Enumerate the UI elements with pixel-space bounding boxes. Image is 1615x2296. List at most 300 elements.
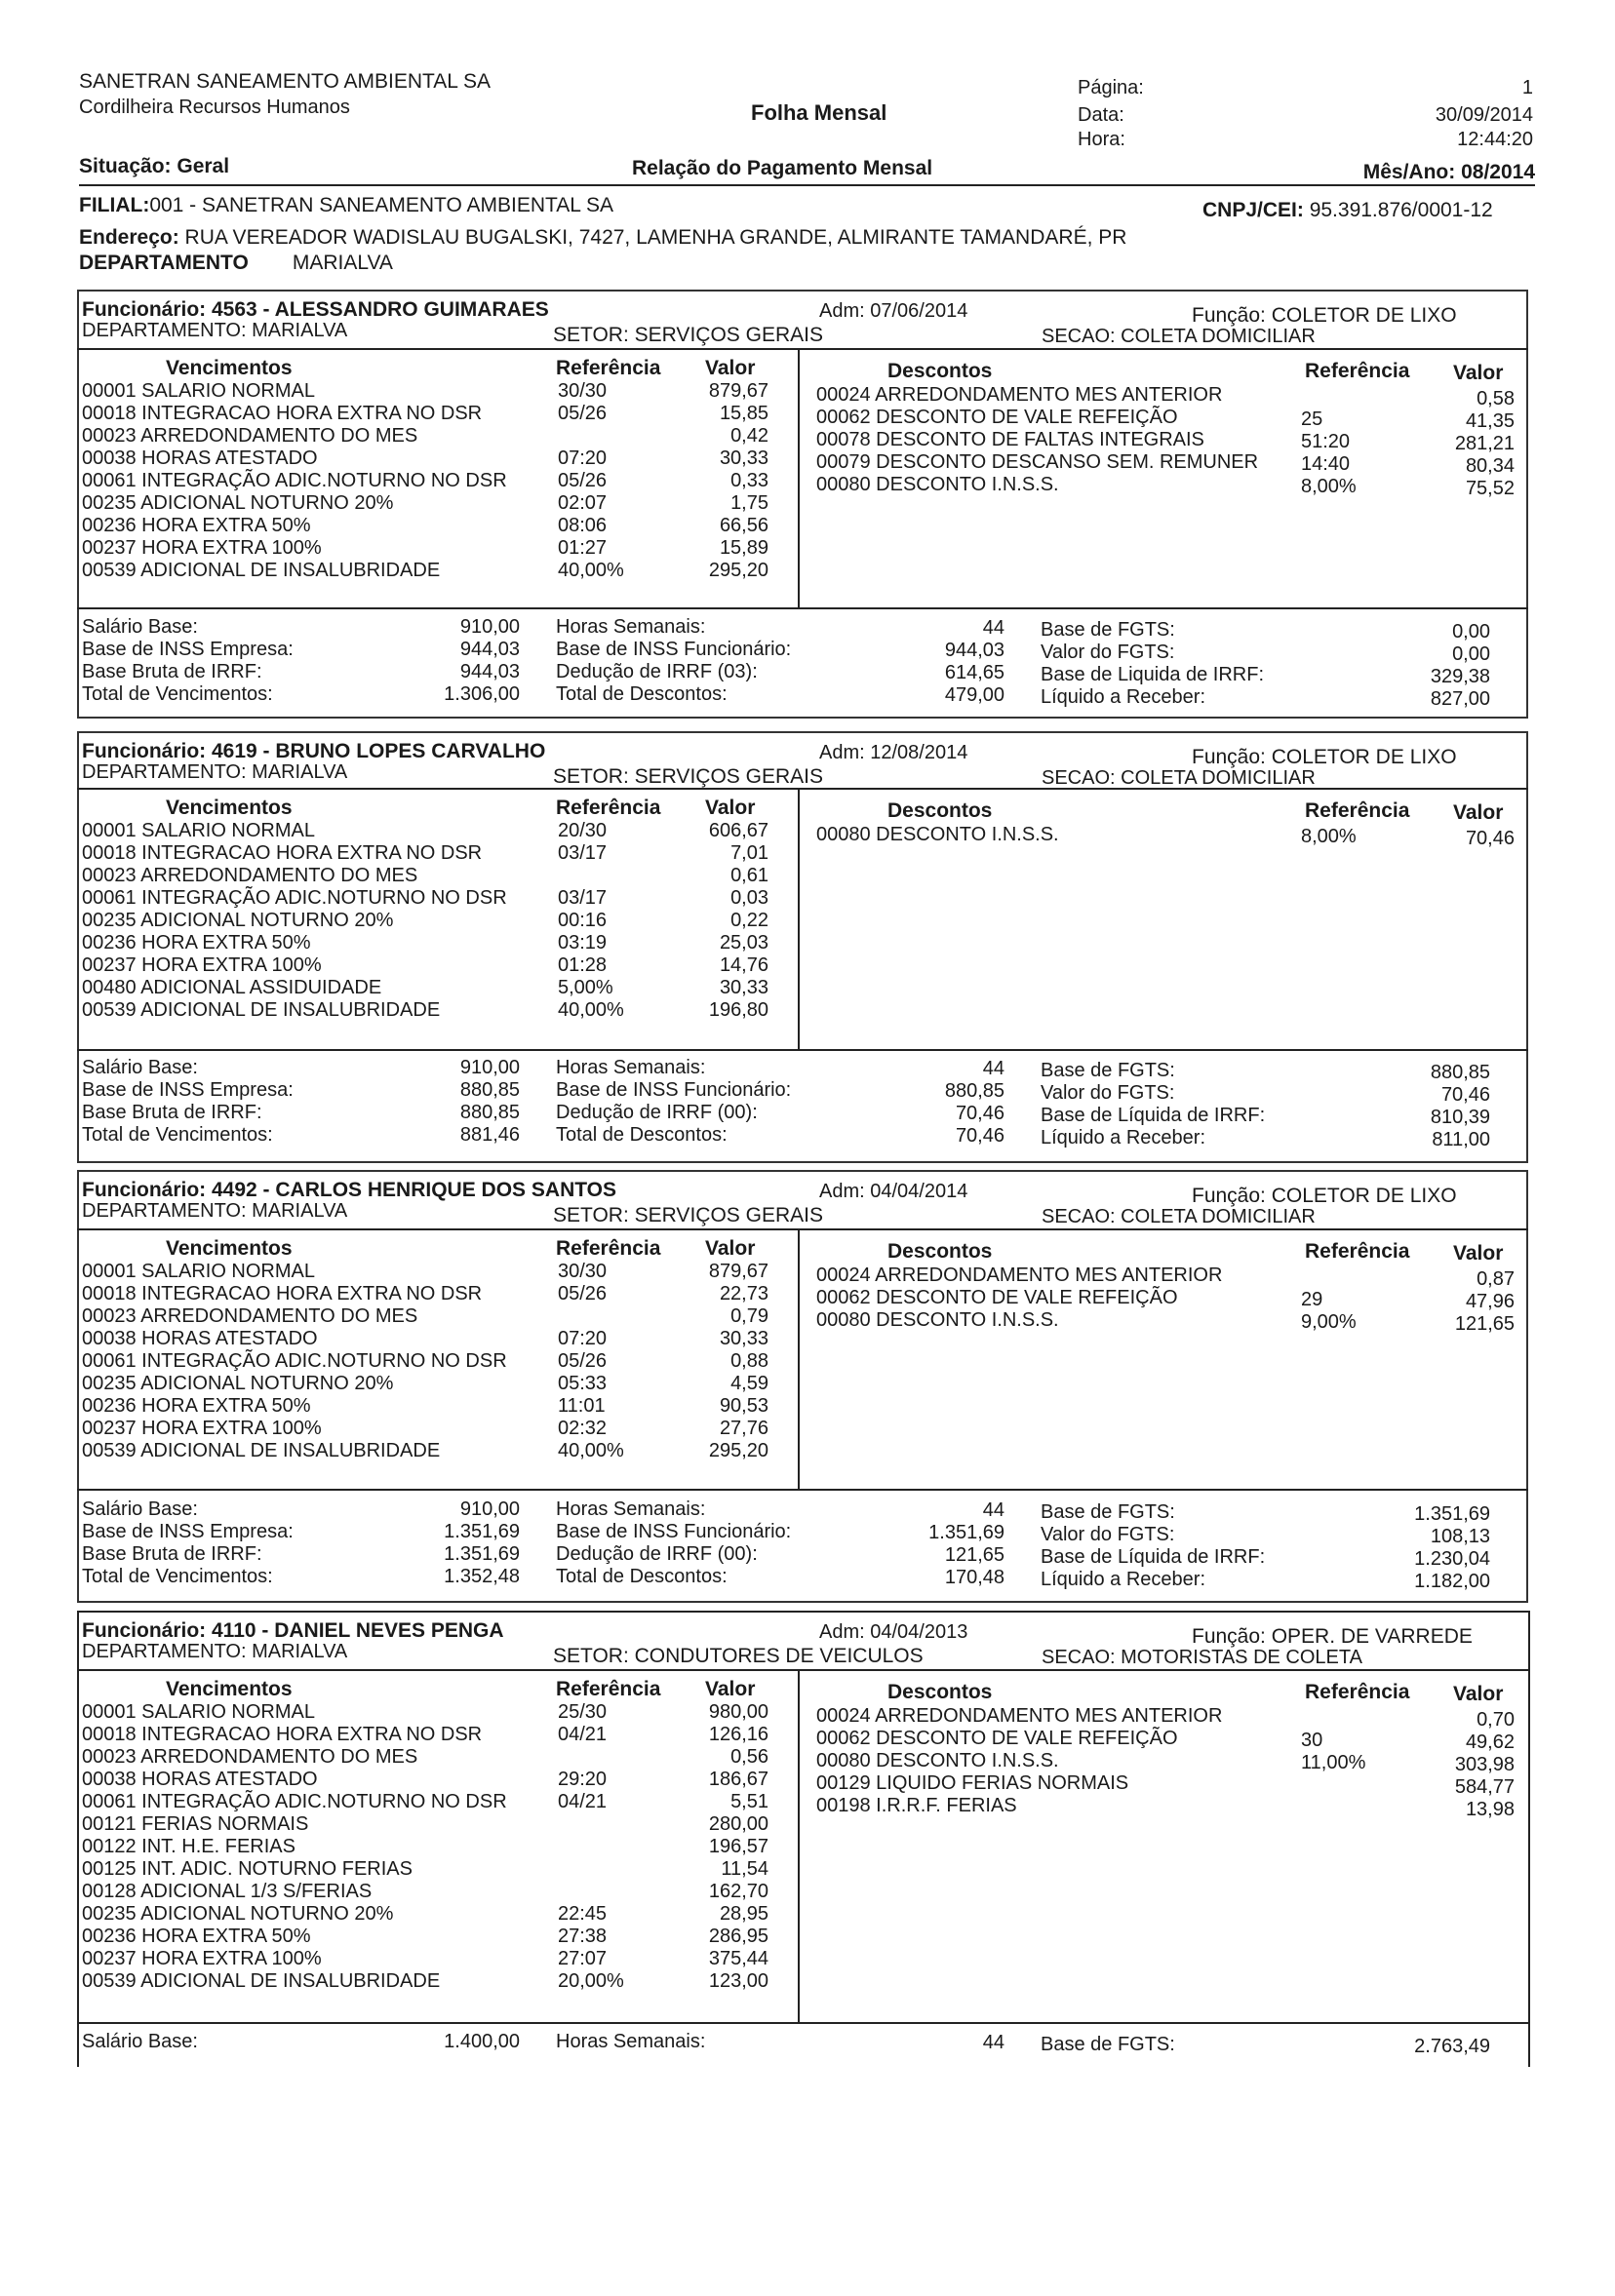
vencimento-ref: 27:07: [558, 1948, 608, 1969]
report-title: Folha Mensal: [751, 100, 887, 125]
vencimento-value: 123,00: [708, 1970, 768, 1992]
desc-valor-header: Valor: [1453, 1683, 1504, 1705]
desconto-value-column: [1404, 1268, 1515, 1336]
vencimento-value: 15,85: [719, 403, 768, 424]
vencimento-desc: 00018 INTEGRACAO HORA EXTRA NO DSR: [82, 842, 483, 864]
summary-value: 880,85: [944, 1080, 1004, 1102]
vencimento-ref: 40,00%: [558, 999, 624, 1021]
summary-value: 1.230,04: [1414, 1548, 1490, 1570]
vencimento-ref: 20,00%: [558, 1970, 624, 1992]
summary-label: Base Bruta de IRRF:: [82, 1543, 262, 1565]
vencimento-desc: 00236 HORA EXTRA 50%: [82, 1395, 311, 1417]
vencimento-ref: 01:27: [558, 537, 608, 559]
vencimentos-header: Vencimentos: [166, 797, 293, 819]
desc-valor-header: Valor: [1453, 362, 1504, 384]
employee-sector: SETOR: SERVIÇOS GERAIS: [553, 765, 823, 788]
desconto-value: 584,77: [1454, 1776, 1515, 1798]
vencimento-value: 0,22: [730, 910, 768, 931]
desconto-ref-column: [1301, 386, 1398, 498]
employee-box-left: [77, 1611, 79, 2067]
vencimento-value-column: [663, 820, 768, 1022]
vencimento-value: 0,33: [730, 470, 768, 491]
summary-value: 811,00: [1432, 1129, 1490, 1150]
vencimento-ref: 05/26: [558, 1283, 608, 1304]
vencimento-desc: 00128 ADICIONAL 1/3 S/FERIAS: [82, 1881, 373, 1902]
valor-header: Valor: [705, 797, 756, 819]
desconto-desc-column: [816, 824, 1284, 846]
employee-section: SECAO: COLETA DOMICILIAR: [1042, 767, 1316, 789]
column-separator: [798, 1228, 800, 1489]
summary-label: Base de INSS Empresa:: [82, 639, 294, 660]
summary-value: 2.763,49: [1414, 2036, 1490, 2057]
summary-label: Base de INSS Funcionário:: [556, 639, 792, 660]
vencimento-ref: 25/30: [558, 1701, 608, 1723]
vencimento-desc: 00237 HORA EXTRA 100%: [82, 954, 322, 976]
employee-box-top: [77, 1611, 1528, 1613]
report-date: 30/09/2014: [1435, 104, 1533, 126]
desconto-value: 303,98: [1454, 1754, 1515, 1775]
employee-section: SECAO: MOTORISTAS DE COLETA: [1042, 1647, 1362, 1668]
desconto-value-column: [1404, 388, 1515, 500]
desconto-ref-column: [1301, 826, 1398, 848]
vencimento-value: 295,20: [708, 560, 768, 581]
desconto-value: 49,62: [1465, 1732, 1515, 1753]
summary-label: Base de INSS Empresa:: [82, 1079, 294, 1101]
summary-value: 1.400,00: [444, 2031, 520, 2052]
vencimento-desc: 00061 INTEGRAÇÃO ADIC.NOTURNO NO DSR: [82, 1350, 507, 1372]
referencia-header: Referência: [556, 1678, 661, 1700]
vencimento-ref: [558, 1858, 665, 1881]
summary-label: Base Bruta de IRRF:: [82, 661, 262, 682]
descontos-header: Descontos: [887, 799, 993, 822]
vencimento-desc: 00001 SALARIO NORMAL: [82, 1701, 315, 1723]
summary-value: 910,00: [459, 616, 520, 638]
vencimento-desc: 00539 ADICIONAL DE INSALUBRIDADE: [82, 1970, 441, 1992]
summary-label: Salário Base:: [82, 2031, 198, 2052]
vencimento-desc: 00061 INTEGRAÇÃO ADIC.NOTURNO NO DSR: [82, 470, 507, 491]
vencimento-value: 30,33: [719, 448, 768, 469]
summary-label: Líquido a Receber:: [1041, 1127, 1206, 1148]
summary-label: Valor do FGTS:: [1041, 1082, 1175, 1104]
desc-referencia-header: Referência: [1305, 799, 1410, 822]
desconto-ref: 8,00%: [1301, 826, 1357, 847]
vencimento-ref: [558, 1813, 665, 1836]
desconto-desc: 00080 DESCONTO I.N.S.S.: [816, 824, 1059, 845]
vencimento-desc: 00539 ADICIONAL DE INSALUBRIDADE: [82, 560, 441, 581]
summary-label: Base de FGTS:: [1041, 1501, 1175, 1523]
vencimento-desc: 00125 INT. ADIC. NOTURNO FERIAS: [82, 1858, 413, 1880]
vencimento-value: 0,61: [730, 865, 768, 886]
vencimento-value: 196,80: [708, 999, 768, 1021]
vencimento-value: 0,42: [730, 425, 768, 447]
vencimentos-header: Vencimentos: [166, 1237, 293, 1260]
page-number: 1: [1521, 77, 1533, 98]
desconto-ref: [1301, 1266, 1398, 1289]
summary-value: 170,48: [944, 1567, 1004, 1588]
employee-function: Função: OPER. DE VARREDE: [1192, 1625, 1473, 1648]
summary-label: Horas Semanais:: [556, 1498, 706, 1520]
descontos-header: Descontos: [887, 360, 993, 382]
vencimento-desc: 00237 HORA EXTRA 100%: [82, 1948, 322, 1969]
desc-valor-header: Valor: [1453, 1242, 1504, 1265]
vencimento-desc: 00023 ARREDONDAMENTO DO MES: [82, 865, 418, 886]
vencimento-desc: 00236 HORA EXTRA 50%: [82, 515, 311, 536]
vencimento-ref: 03:19: [558, 932, 608, 953]
vencimento-ref: 40,00%: [558, 560, 624, 581]
admission-date: Adm: 12/08/2014: [819, 742, 968, 763]
vencimento-desc: 00236 HORA EXTRA 50%: [82, 1926, 311, 1947]
summary-value: 70,46: [1440, 1084, 1490, 1106]
summary-divider: [77, 1049, 1528, 1051]
descontos-header: Descontos: [887, 1681, 993, 1703]
employee-function: Função: COLETOR DE LIXO: [1192, 746, 1457, 768]
vencimento-desc: 00235 ADICIONAL NOTURNO 20%: [82, 1903, 394, 1925]
desconto-value: 70,46: [1465, 828, 1515, 849]
admission-date: Adm: 07/06/2014: [819, 300, 968, 322]
vencimento-ref-column: [558, 820, 665, 1022]
summary-label: Base de INSS Funcionário:: [556, 1521, 792, 1542]
system-name: Cordilheira Recursos Humanos: [79, 97, 350, 118]
desconto-desc: 00080 DESCONTO I.N.S.S.: [816, 1309, 1059, 1331]
valor-header: Valor: [705, 1237, 756, 1260]
desconto-desc: 00129 LIQUIDO FERIAS NORMAIS: [816, 1772, 1129, 1794]
employee-department: DEPARTAMENTO: MARIALVA: [82, 1641, 348, 1662]
vencimento-value: 27,76: [719, 1418, 768, 1439]
summary-label: Dedução de IRRF (03):: [556, 661, 758, 682]
summary-value: 1.351,69: [444, 1543, 520, 1565]
vencimento-ref: [558, 1305, 665, 1328]
desconto-value: 0,58: [1477, 388, 1515, 409]
vencimento-value: 879,67: [708, 1261, 768, 1282]
vencimento-desc: 00038 HORAS ATESTADO: [82, 1328, 318, 1349]
desconto-ref: [1301, 1774, 1398, 1797]
vencimento-ref: 05/26: [558, 403, 608, 424]
vencimento-value: 5,51: [730, 1791, 768, 1812]
summary-value: 944,03: [944, 640, 1004, 661]
vencimento-ref-column: [558, 1261, 665, 1462]
summary-label: Salário Base:: [82, 1498, 198, 1520]
employee-sector: SETOR: SERVIÇOS GERAIS: [553, 324, 823, 346]
summary-label: Total de Vencimentos:: [82, 1566, 273, 1587]
company-name: SANETRAN SANEAMENTO AMBIENTAL SA: [79, 70, 492, 93]
valor-header: Valor: [705, 1678, 756, 1700]
summary-value: 44: [982, 2032, 1004, 2053]
vencimento-value: 90,53: [719, 1395, 768, 1417]
desconto-ref: [1301, 1707, 1398, 1730]
vencimento-desc: 00235 ADICIONAL NOTURNO 20%: [82, 1373, 394, 1394]
summary-value: 0,00: [1452, 643, 1490, 665]
summary-label: Base de FGTS:: [1041, 619, 1175, 641]
desconto-desc: 00024 ARREDONDAMENTO MES ANTERIOR: [816, 1265, 1223, 1286]
vencimento-value: 879,67: [708, 380, 768, 402]
vencimento-value: 186,67: [708, 1769, 768, 1790]
desconto-desc: 00024 ARREDONDAMENTO MES ANTERIOR: [816, 1705, 1223, 1727]
desconto-value-column: [1404, 828, 1515, 850]
vencimento-ref: 11:01: [558, 1395, 606, 1417]
vencimento-value-column: [663, 1261, 768, 1462]
summary-value: 44: [982, 1058, 1004, 1079]
summary-label: Horas Semanais:: [556, 2031, 706, 2052]
desconto-desc-column: [816, 1265, 1284, 1332]
vencimento-ref: 30/30: [558, 380, 608, 402]
vencimento-desc: 00018 INTEGRACAO HORA EXTRA NO DSR: [82, 1724, 483, 1745]
desconto-ref: 25: [1301, 409, 1323, 430]
vencimento-value: 0,79: [730, 1305, 768, 1327]
employee-header-divider: [77, 348, 1528, 350]
summary-value: 881,46: [459, 1124, 520, 1146]
summary-divider: [77, 2022, 1528, 2024]
employee-section: SECAO: COLETA DOMICILIAR: [1042, 326, 1316, 347]
vencimento-ref: 05/26: [558, 470, 608, 491]
summary-value: 1.351,69: [1414, 1503, 1490, 1525]
vencimento-value: 286,95: [708, 1926, 768, 1947]
vencimento-value: 4,59: [730, 1373, 768, 1394]
vencimento-value: 606,67: [708, 820, 768, 841]
desc-referencia-header: Referência: [1305, 1240, 1410, 1263]
vencimento-desc-column: [82, 820, 540, 1022]
desconto-desc: 00078 DESCONTO DE FALTAS INTEGRAIS: [816, 429, 1204, 450]
vencimento-ref: 01:28: [558, 954, 608, 976]
summary-value: 1.351,69: [444, 1521, 520, 1542]
desconto-value: 80,34: [1465, 455, 1515, 477]
summary-value: 880,85: [1430, 1062, 1490, 1083]
vencimento-ref: [558, 1746, 665, 1769]
summary-value: 827,00: [1430, 688, 1490, 710]
summary-value: 614,65: [944, 662, 1004, 683]
summary-label: Base de INSS Empresa:: [82, 1521, 294, 1542]
desconto-value: 281,21: [1454, 433, 1515, 454]
vencimento-value: 0,03: [730, 887, 768, 909]
desc-valor-header: Valor: [1453, 801, 1504, 824]
vencimento-desc: 00023 ARREDONDAMENTO DO MES: [82, 1746, 418, 1768]
cnpj: CNPJ/CEI: 95.391.876/0001-12: [1202, 199, 1493, 221]
employee-header-divider: [77, 1669, 1528, 1671]
summary-label: Total de Vencimentos:: [82, 1124, 273, 1146]
desconto-value: 121,65: [1454, 1313, 1515, 1335]
vencimento-value: 0,88: [730, 1350, 768, 1372]
vencimento-desc-column: [82, 1261, 540, 1462]
vencimento-ref: [558, 425, 665, 448]
vencimento-desc: 00061 INTEGRAÇÃO ADIC.NOTURNO NO DSR: [82, 1791, 507, 1812]
desconto-desc: 00024 ARREDONDAMENTO MES ANTERIOR: [816, 384, 1223, 406]
vencimento-ref: 07:20: [558, 1328, 608, 1349]
desconto-desc: 00062 DESCONTO DE VALE REFEIÇÃO: [816, 1728, 1178, 1749]
vencimento-value: 66,56: [719, 515, 768, 536]
vencimento-desc: 00539 ADICIONAL DE INSALUBRIDADE: [82, 1440, 441, 1461]
vencimento-desc: 00001 SALARIO NORMAL: [82, 820, 315, 841]
vencimento-value-column: [663, 1701, 768, 1993]
vencimento-value: 22,73: [719, 1283, 768, 1304]
summary-value: 1.351,69: [928, 1522, 1004, 1543]
employee-function: Função: COLETOR DE LIXO: [1192, 1185, 1457, 1207]
desconto-desc: 00079 DESCONTO DESCANSO SEM. REMUNER: [816, 451, 1259, 473]
vencimento-ref: [558, 1881, 665, 1903]
employee-name: Funcionário: 4619 - BRUNO LOPES CARVALHO: [82, 740, 546, 762]
departamento: DEPARTAMENTO MARIALVA: [79, 252, 393, 274]
vencimento-ref: 20/30: [558, 820, 608, 841]
desconto-ref: [1301, 386, 1398, 409]
vencimento-value: 126,16: [708, 1724, 768, 1745]
date-label: Data:: [1078, 104, 1124, 126]
desconto-ref-column: [1301, 1707, 1398, 1819]
summary-value: 1.182,00: [1414, 1571, 1490, 1592]
summary-value: 108,13: [1430, 1526, 1490, 1547]
column-separator: [798, 788, 800, 1049]
desconto-desc: 00062 DESCONTO DE VALE REFEIÇÃO: [816, 407, 1178, 428]
endereco: Endereço: RUA VEREADOR WADISLAU BUGALSKI, 7427, LAMENHA GRANDE, ALMIRANTE TAMANDARÉ, PR: [79, 226, 1127, 249]
summary-value: 810,39: [1430, 1107, 1490, 1128]
summary-value: 70,46: [955, 1125, 1004, 1147]
report-time: 12:44:20: [1457, 129, 1533, 150]
employee-sector: SETOR: CONDUTORES DE VEICULOS: [553, 1645, 924, 1667]
vencimento-desc: 00121 FERIAS NORMAIS: [82, 1813, 309, 1835]
vencimento-desc: 00237 HORA EXTRA 100%: [82, 1418, 322, 1439]
summary-value: 70,46: [955, 1103, 1004, 1124]
employee-department: DEPARTAMENTO: MARIALVA: [82, 320, 348, 341]
desconto-value-column: [1404, 1709, 1515, 1821]
referencia-header: Referência: [556, 797, 661, 819]
vencimento-ref: 07:20: [558, 448, 608, 469]
vencimento-desc: 00018 INTEGRACAO HORA EXTRA NO DSR: [82, 403, 483, 424]
summary-label: Total de Vencimentos:: [82, 683, 273, 705]
vencimento-value: 15,89: [719, 537, 768, 559]
summary-value: 329,38: [1430, 666, 1490, 687]
vencimento-ref-column: [558, 1701, 665, 1993]
vencimento-value: 980,00: [708, 1701, 768, 1723]
summary-value: 121,65: [944, 1544, 1004, 1566]
time-label: Hora:: [1078, 129, 1125, 150]
summary-value: 479,00: [944, 684, 1004, 706]
summary-label: Líquido a Receber:: [1041, 1569, 1206, 1590]
vencimento-value-column: [663, 380, 768, 582]
filial: FILIAL:001 - SANETRAN SANEAMENTO AMBIENTAL SA: [79, 194, 614, 216]
vencimento-ref: 08:06: [558, 515, 608, 536]
vencimento-ref: 03/17: [558, 887, 608, 909]
vencimento-value: 11,54: [721, 1858, 768, 1880]
report-subtitle: Relação do Pagamento Mensal: [632, 157, 933, 179]
situacao: Situação: Geral: [79, 155, 230, 177]
vencimento-ref: 03/17: [558, 842, 608, 864]
summary-label: Base de Líquida de IRRF:: [1041, 1546, 1266, 1568]
vencimento-ref: 5,00%: [558, 977, 613, 998]
vencimento-desc-column: [82, 380, 540, 582]
desconto-value: 47,96: [1465, 1291, 1515, 1312]
summary-value: 910,00: [459, 1057, 520, 1078]
vencimento-value: 28,95: [719, 1903, 768, 1925]
desconto-value: 0,87: [1477, 1268, 1515, 1290]
summary-label: Valor do FGTS:: [1041, 1524, 1175, 1545]
desconto-value: 13,98: [1465, 1799, 1515, 1820]
summary-label: Líquido a Receber:: [1041, 686, 1206, 708]
vencimento-value: 1,75: [730, 492, 768, 514]
vencimento-value: 7,01: [730, 842, 768, 864]
summary-label: Horas Semanais:: [556, 1057, 706, 1078]
vencimento-ref: 02:07: [558, 492, 608, 514]
valor-header: Valor: [705, 357, 756, 379]
vencimento-ref: [558, 1836, 665, 1858]
summary-value: 910,00: [459, 1498, 520, 1520]
summary-value: 0,00: [1452, 621, 1490, 642]
employee-name: Funcionário: 4492 - CARLOS HENRIQUE DOS SANTOS: [82, 1179, 617, 1201]
vencimento-desc: 00235 ADICIONAL NOTURNO 20%: [82, 910, 394, 931]
vencimento-desc: 00023 ARREDONDAMENTO DO MES: [82, 425, 418, 447]
desconto-desc-column: [816, 384, 1284, 496]
vencimento-value: 162,70: [708, 1881, 768, 1902]
vencimento-value: 14,76: [719, 954, 768, 976]
desconto-ref: 14:40: [1301, 453, 1351, 475]
desconto-desc-column: [816, 1705, 1284, 1817]
summary-label: Total de Descontos:: [556, 1124, 728, 1146]
summary-label: Horas Semanais:: [556, 616, 706, 638]
vencimento-desc: 00038 HORAS ATESTADO: [82, 448, 318, 469]
vencimento-ref: 27:38: [558, 1926, 608, 1947]
desconto-ref: 8,00%: [1301, 476, 1357, 497]
vencimento-desc: 00023 ARREDONDAMENTO DO MES: [82, 1305, 418, 1327]
mes-ano: Mês/Ano: 08/2014: [1362, 161, 1535, 183]
employee-name: Funcionário: 4563 - ALESSANDRO GUIMARAES: [82, 298, 549, 321]
summary-value: 1.352,48: [444, 1566, 520, 1587]
summary-label: Base de Liquida de IRRF:: [1041, 664, 1265, 685]
desconto-desc: 00198 I.R.R.F. FERIAS: [816, 1795, 1017, 1816]
vencimento-value: 25,03: [719, 932, 768, 953]
summary-label: Base de FGTS:: [1041, 2034, 1175, 2055]
summary-value: 944,03: [459, 661, 520, 682]
referencia-header: Referência: [556, 1237, 661, 1260]
desconto-desc: 00062 DESCONTO DE VALE REFEIÇÃO: [816, 1287, 1178, 1308]
vencimento-desc: 00122 INT. H.E. FERIAS: [82, 1836, 295, 1857]
vencimento-desc: 00237 HORA EXTRA 100%: [82, 537, 322, 559]
vencimento-desc: 00539 ADICIONAL DE INSALUBRIDADE: [82, 999, 441, 1021]
vencimento-ref: 05:33: [558, 1373, 608, 1394]
summary-label: Base de Líquida de IRRF:: [1041, 1105, 1266, 1126]
summary-label: Dedução de IRRF (00):: [556, 1102, 758, 1123]
vencimento-ref: 04/21: [558, 1724, 608, 1745]
employee-header-divider: [77, 788, 1528, 790]
desc-referencia-header: Referência: [1305, 1681, 1410, 1703]
desconto-ref: 30: [1301, 1730, 1323, 1751]
vencimentos-header: Vencimentos: [166, 357, 293, 379]
desconto-value: 41,35: [1465, 410, 1515, 432]
vencimento-desc: 00001 SALARIO NORMAL: [82, 380, 315, 402]
vencimento-value: 30,33: [719, 977, 768, 998]
vencimento-ref: 40,00%: [558, 1440, 624, 1461]
summary-label: Valor do FGTS:: [1041, 642, 1175, 663]
summary-divider: [77, 1489, 1528, 1491]
summary-value: 44: [982, 1499, 1004, 1521]
desc-referencia-header: Referência: [1305, 360, 1410, 382]
header-divider: [79, 184, 1535, 186]
vencimento-desc-column: [82, 1701, 540, 1993]
vencimento-value: 280,00: [708, 1813, 768, 1835]
vencimento-ref: 02:32: [558, 1418, 608, 1439]
desconto-desc: 00080 DESCONTO I.N.S.S.: [816, 474, 1059, 495]
desconto-ref-column: [1301, 1266, 1398, 1334]
employee-department: DEPARTAMENTO: MARIALVA: [82, 1200, 348, 1222]
desconto-value: 75,52: [1465, 478, 1515, 499]
summary-label: Salário Base:: [82, 616, 198, 638]
vencimento-ref: 30/30: [558, 1261, 608, 1282]
vencimento-value: 0,56: [730, 1746, 768, 1768]
summary-value: 880,85: [459, 1102, 520, 1123]
desconto-ref: 11,00%: [1301, 1752, 1366, 1773]
admission-date: Adm: 04/04/2013: [819, 1621, 968, 1643]
summary-value: 880,85: [459, 1079, 520, 1101]
summary-value: 944,03: [459, 639, 520, 660]
summary-label: Base Bruta de IRRF:: [82, 1102, 262, 1123]
vencimento-desc: 00038 HORAS ATESTADO: [82, 1769, 318, 1790]
vencimento-desc: 00236 HORA EXTRA 50%: [82, 932, 311, 953]
desconto-ref: 29: [1301, 1289, 1323, 1310]
